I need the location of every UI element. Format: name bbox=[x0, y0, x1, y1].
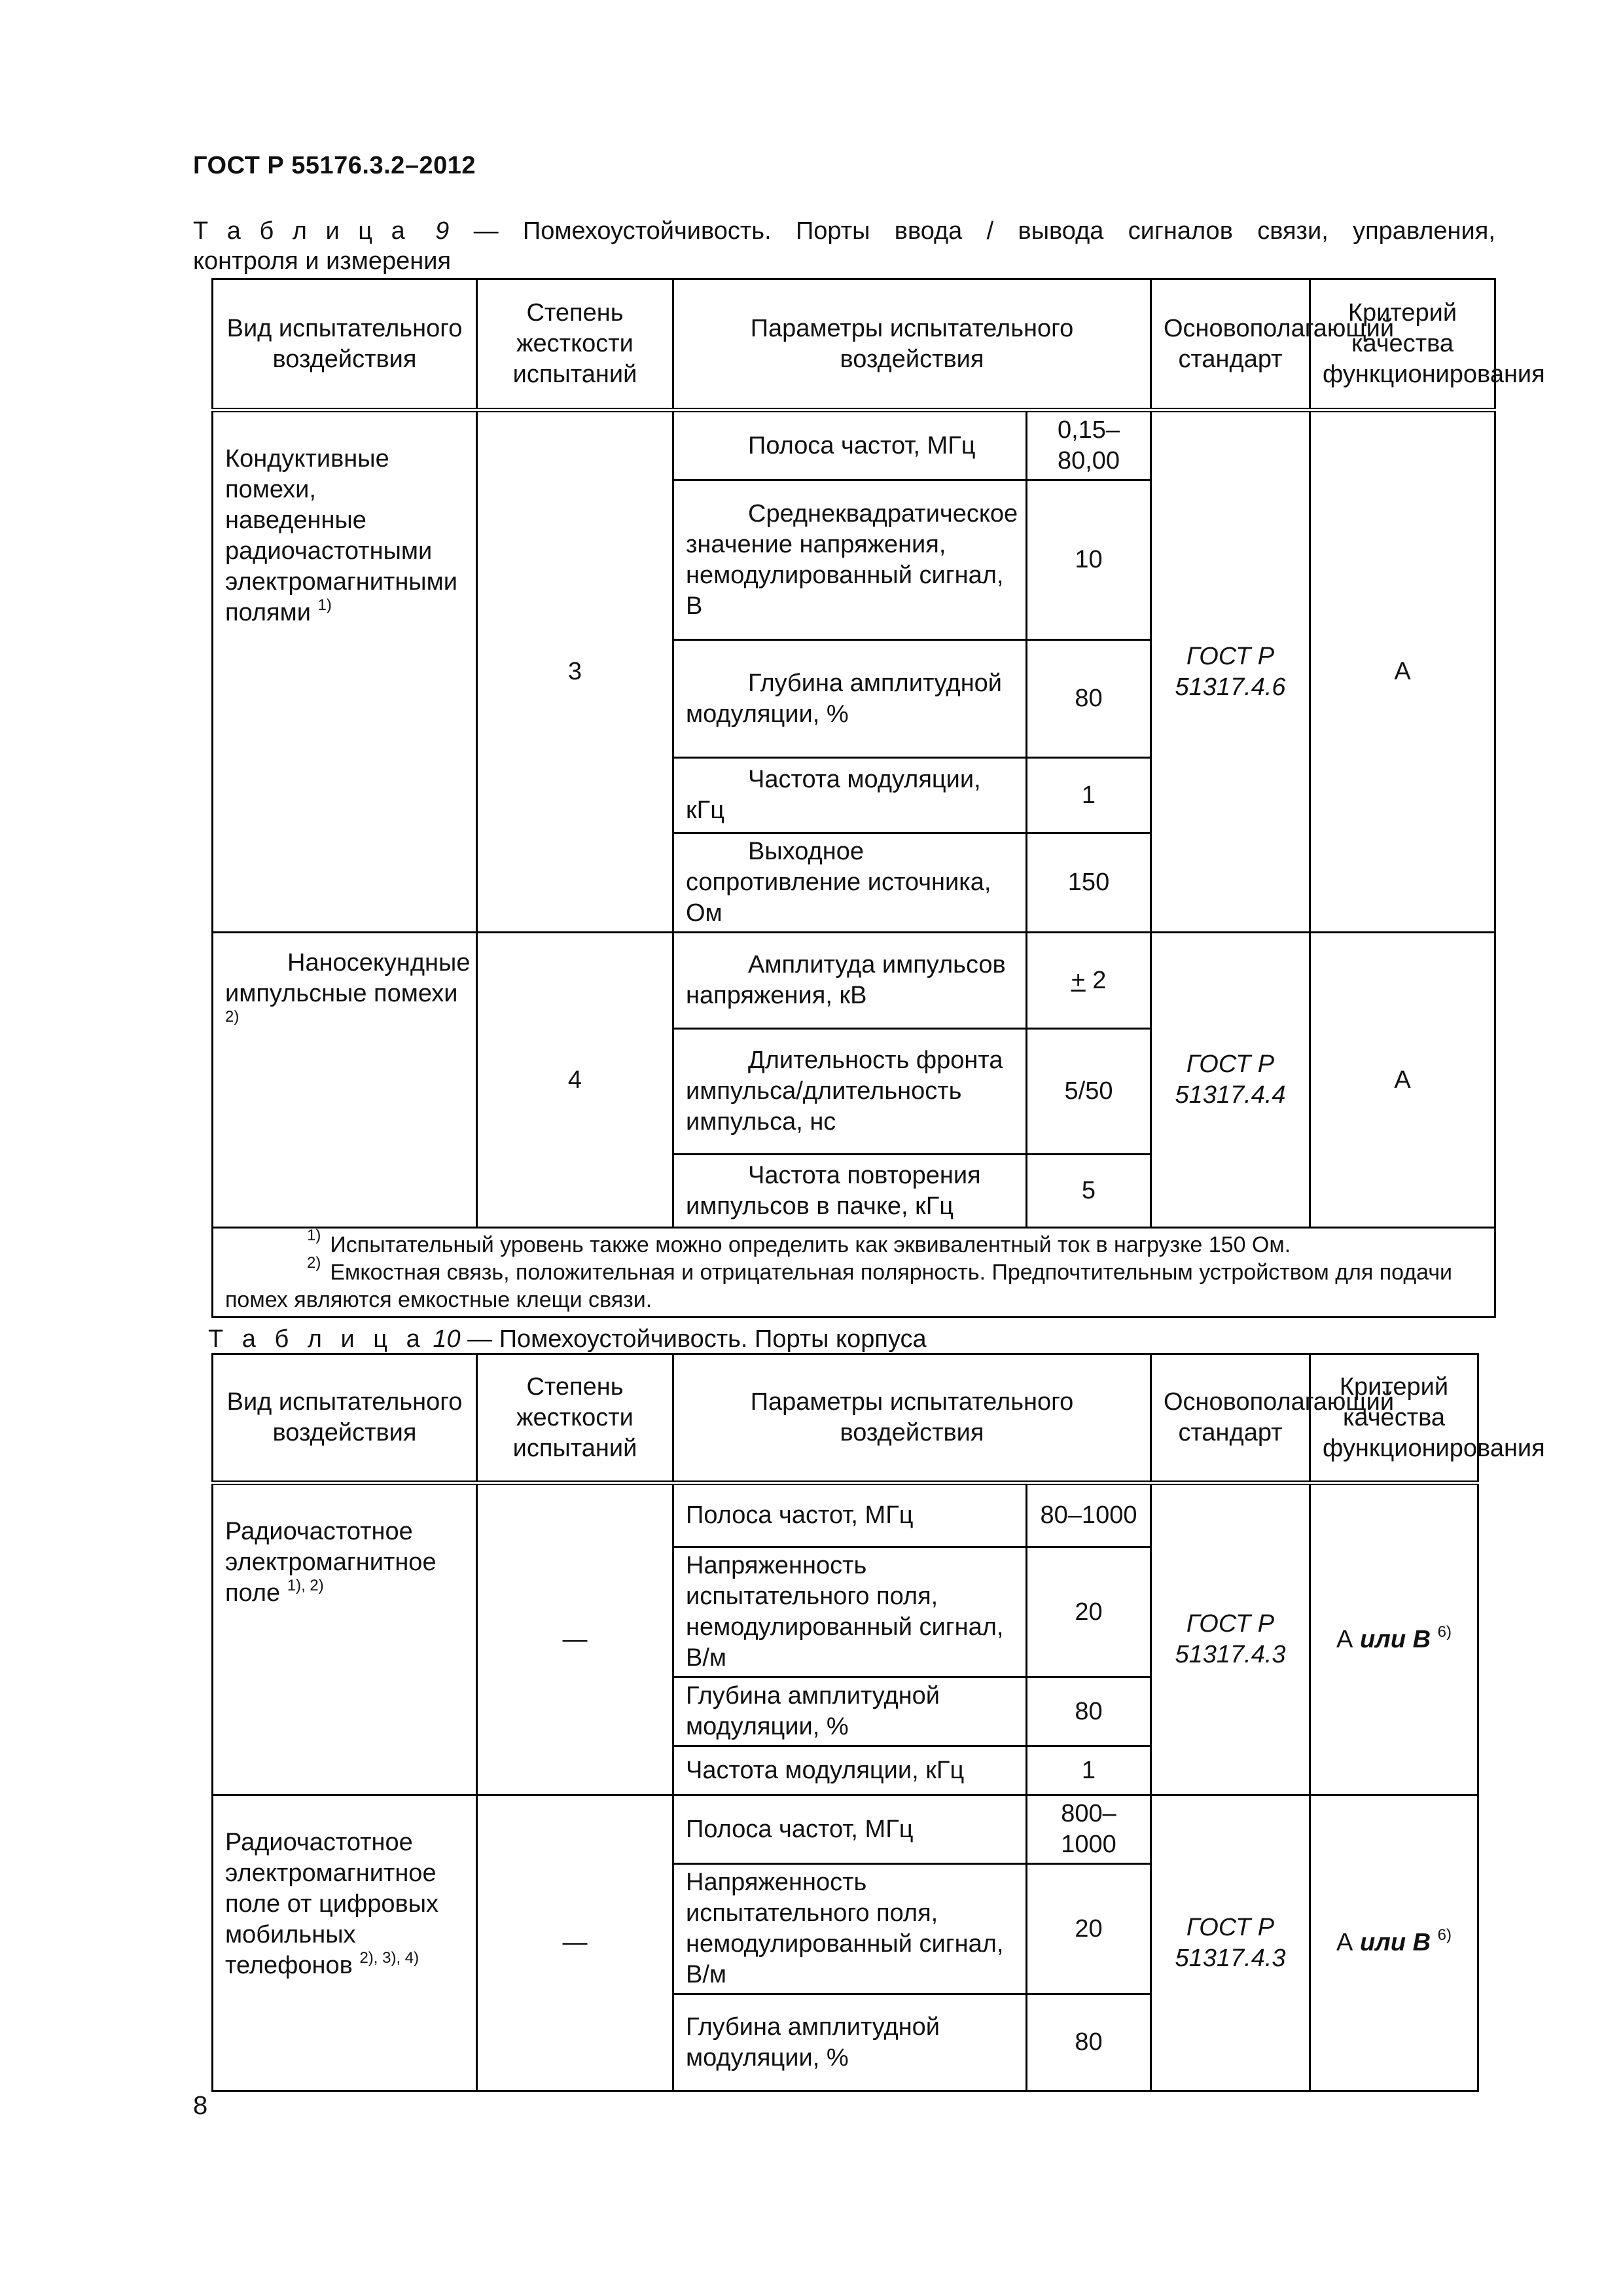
param-cell: Полоса частот, МГц bbox=[673, 1483, 1027, 1547]
param-cell: Амплитуда импульсов напряжения, кВ bbox=[673, 933, 1027, 1029]
severity-cell: 4 bbox=[477, 933, 673, 1228]
value-cell: 80–1000 bbox=[1027, 1483, 1151, 1547]
table9-caption-word: ввода bbox=[894, 217, 963, 245]
footnote-ref: 6) bbox=[1437, 1926, 1452, 1944]
value-text: 2 bbox=[1085, 966, 1107, 994]
header-criterion: Критерий качества функционирования bbox=[1310, 1354, 1478, 1483]
value-cell: 1 bbox=[1027, 758, 1151, 833]
table9-notes-row bbox=[213, 1228, 1495, 1318]
value-cell: 5/50 bbox=[1027, 1029, 1151, 1155]
standard-cell: ГОСТ Р 51317.4.3 bbox=[1151, 1483, 1310, 1795]
param-cell: Частота модуляции, кГц bbox=[673, 758, 1027, 833]
criterion-a: А bbox=[1336, 1625, 1353, 1653]
param-cell: Частота повторения импульсов в пачке, кГц bbox=[673, 1155, 1027, 1228]
table9-caption-prefix: Т а б л и ц а bbox=[193, 217, 411, 245]
header-params: Параметры испытательного воздействия bbox=[673, 1354, 1151, 1483]
table9-caption-line2: контроля и измерения bbox=[193, 247, 452, 275]
param-cell: Глубина амплитудной модуляции, % bbox=[673, 1677, 1027, 1746]
footnote bbox=[225, 1254, 1482, 1314]
standard-cell: ГОСТ Р 51317.4.4 bbox=[1151, 933, 1310, 1228]
header-severity: Степень жесткости испытаний bbox=[477, 1354, 673, 1483]
table10-caption-prefix: Т а б л и ц а bbox=[208, 1325, 426, 1353]
table10-header-row bbox=[213, 1354, 1478, 1483]
param-cell: Длительность фронта импульса/длительность импульса, нс bbox=[673, 1029, 1027, 1155]
footnote bbox=[225, 1227, 1482, 1259]
value-cell: 20 bbox=[1027, 1547, 1151, 1677]
criterion-b: В bbox=[1412, 1625, 1431, 1653]
table-row bbox=[213, 1483, 1478, 1547]
param-cell: Выходное сопротивление источника, Ом bbox=[673, 833, 1027, 933]
table9-caption-dash: — bbox=[473, 217, 499, 245]
severity-cell: — bbox=[477, 1795, 673, 2091]
page-number: 8 bbox=[193, 2091, 208, 2120]
header-type: Вид испытательного воздействия bbox=[213, 279, 477, 410]
param-cell: Напряженность испытательного поля, немодулированный сигнал, В/м bbox=[673, 1547, 1027, 1677]
table10-caption-text: — Помехоустойчивость. Порты корпуса bbox=[467, 1325, 927, 1353]
table9-caption-word: управления, bbox=[1353, 217, 1495, 245]
table10-caption bbox=[208, 1324, 927, 1354]
value-cell: 10 bbox=[1027, 480, 1151, 640]
table9-header-row bbox=[213, 279, 1495, 410]
value-cell: 5 bbox=[1027, 1155, 1151, 1228]
criterion-cell: А bbox=[1310, 933, 1495, 1228]
value-cell: 1 bbox=[1027, 1746, 1151, 1795]
criterion-cell: А bbox=[1310, 410, 1495, 933]
table10 bbox=[211, 1353, 1545, 2092]
param-cell: Глубина амплитудной модуляции, % bbox=[673, 640, 1027, 758]
table9-caption-word: сигналов bbox=[1128, 217, 1233, 245]
table10-caption-number: 10 bbox=[433, 1325, 461, 1353]
value-cell: 0,15–80,00 bbox=[1027, 410, 1151, 480]
footnote-ref: 2) bbox=[225, 1008, 240, 1026]
criterion-or: или bbox=[1359, 1929, 1406, 1956]
table-row bbox=[213, 1795, 1478, 1864]
test-type-text: Радиочастотное электромагнитное поле от цифровых мобильных телефонов bbox=[225, 1829, 439, 1979]
table9-caption-word: Помехоустойчивость. bbox=[522, 217, 772, 245]
footnote-text: Испытательный уровень также можно определить как эквивалентный ток в нагрузке 150 Ом. bbox=[330, 1232, 1291, 1257]
footnote-text: Емкостная связь, положительная и отрицательная полярность. Предпочтительным устройством для подачи помех являются емкостные клещи связи. bbox=[225, 1260, 1453, 1312]
table9-caption-number: 9 bbox=[435, 217, 450, 245]
header-type: Вид испытательного воздействия bbox=[213, 1354, 477, 1483]
document-code: ГОСТ Р 55176.3.2–2012 bbox=[193, 152, 476, 179]
header-severity: Степень жесткости испытаний bbox=[477, 279, 673, 410]
value-cell: 80 bbox=[1027, 1994, 1151, 2091]
param-cell: Среднеквадратическое значение напряжения, немодулированный сигнал, В bbox=[673, 480, 1027, 640]
criterion-or: или bbox=[1359, 1625, 1406, 1653]
header-standard: Основополагающий стандарт bbox=[1151, 279, 1310, 410]
table9-caption-word: Порты bbox=[795, 217, 870, 245]
table9-caption bbox=[193, 216, 1495, 276]
param-cell: Напряженность испытательного поля, немодулированный сигнал, В/м bbox=[673, 1864, 1027, 1994]
header-params: Параметры испытательного воздействия bbox=[673, 279, 1151, 410]
footnote-ref: 2), 3), 4) bbox=[359, 1949, 419, 1967]
criterion-cell bbox=[1310, 1483, 1478, 1795]
value-cell bbox=[1027, 933, 1151, 1029]
footnote-mark: 2) bbox=[307, 1254, 321, 1272]
footnote-mark: 1) bbox=[307, 1227, 321, 1244]
table-row bbox=[213, 933, 1495, 1029]
test-type-text: Кондуктивные помехи, наведенные радиочастотными электромагнитными полями bbox=[225, 445, 457, 626]
standard-cell: ГОСТ Р 51317.4.6 bbox=[1151, 410, 1310, 933]
table-row bbox=[213, 410, 1495, 480]
footnote-ref: 1) bbox=[317, 596, 332, 614]
severity-cell: — bbox=[477, 1483, 673, 1795]
table9-caption-word: связи, bbox=[1257, 217, 1329, 245]
test-type-text: Радиочастотное электромагнитное поле bbox=[225, 1518, 437, 1607]
param-cell: Глубина амплитудной модуляции, % bbox=[673, 1994, 1027, 2091]
severity-cell: 3 bbox=[477, 410, 673, 933]
standard-cell: ГОСТ Р 51317.4.3 bbox=[1151, 1795, 1310, 2091]
value-cell: 800–1000 bbox=[1027, 1795, 1151, 1864]
table9-notes bbox=[213, 1228, 1495, 1318]
value-cell: 20 bbox=[1027, 1864, 1151, 1994]
criterion-a: А bbox=[1336, 1929, 1353, 1956]
test-type-cell bbox=[213, 933, 477, 1228]
footnote-ref: 1), 2) bbox=[287, 1577, 324, 1594]
value-cell: 150 bbox=[1027, 833, 1151, 933]
criterion-b: В bbox=[1412, 1929, 1431, 1956]
header-standard: Основополагающий стандарт bbox=[1151, 1354, 1310, 1483]
table9-caption-word: вывода bbox=[1018, 217, 1104, 245]
table9 bbox=[211, 278, 1545, 1318]
param-cell: Полоса частот, МГц bbox=[673, 1795, 1027, 1864]
table9-caption-word: / bbox=[986, 217, 994, 245]
test-type-cell bbox=[213, 410, 477, 933]
param-cell: Полоса частот, МГц bbox=[673, 410, 1027, 480]
test-type-cell bbox=[213, 1795, 477, 2091]
test-type-text: Наносекундные импульсные помехи bbox=[225, 949, 471, 1007]
criterion-cell bbox=[1310, 1795, 1478, 2091]
param-cell: Частота модуляции, кГц bbox=[673, 1746, 1027, 1795]
header-criterion: Критерий качества функционирования bbox=[1310, 279, 1495, 410]
plus-minus-sign: + bbox=[1071, 966, 1086, 994]
value-cell: 80 bbox=[1027, 640, 1151, 758]
test-type-cell bbox=[213, 1483, 477, 1795]
value-cell: 80 bbox=[1027, 1677, 1151, 1746]
footnote-ref: 6) bbox=[1437, 1623, 1452, 1641]
